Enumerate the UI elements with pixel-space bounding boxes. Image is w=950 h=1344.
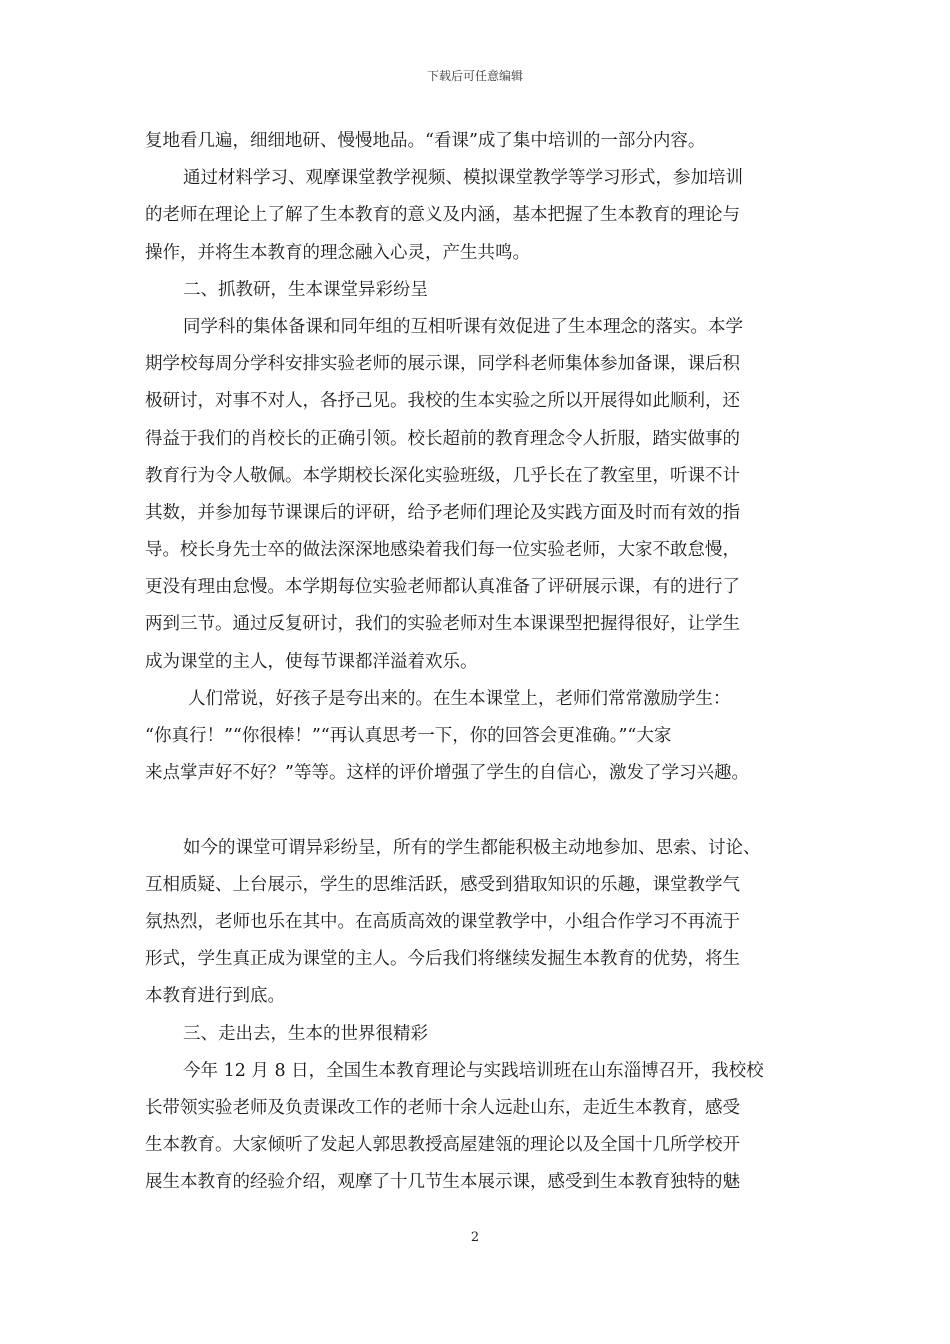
text-line: 展生本教育的经验介绍，观摩了十几节生本展示课，感受到生本教育独特的魅	[145, 1172, 740, 1193]
text-line: 形式，学生真正成为课堂的主人。今后我们将继续发掘生本教育的优势，将生	[145, 949, 740, 970]
section-heading: 三、走出去，生本的世界很精彩	[183, 1023, 428, 1044]
text-line: 生本教育。大家倾听了发起人郭思教授高屋建瓴的理论以及全国十几所学校开	[145, 1135, 740, 1156]
text-line: 期学校每周分学科安排实验老师的展示课，同学科老师集体参加备课，课后积	[145, 354, 740, 375]
paragraph-start: 如今的课堂可谓异彩纷呈，所有的学生都能积极主动地参加、思索、讨论、	[183, 837, 761, 858]
paragraph-start: 同学科的集体备课和同年组的互相听课有效促进了生本理念的落实。本学	[183, 316, 743, 337]
paragraph-start: 通过材料学习、观摩课堂教学视频、模拟课堂教学等学习形式，参加培训	[183, 168, 743, 189]
page-number: 2	[470, 1230, 480, 1245]
text-line: 互相质疑、上台展示，学生的思维活跃，感受到猎取知识的乐趣，课堂教学气	[145, 874, 740, 895]
text-line: 极研讨，对事不对人，各抒己见。我校的生本实验之所以开展得如此顺利，还	[145, 391, 740, 412]
text-line: 复地看几遍，细细地研、慢慢地品。“看课”成了集中培训的一部分内容。	[145, 131, 706, 151]
text-line: 的老师在理论上了解了生本教育的意义及内涵，基本把握了生本教育的理论与	[145, 205, 740, 226]
text-line: 其数，并参加每节课课后的评研，给予老师们理论及实践方面及时而有效的指	[145, 502, 740, 523]
text-line: 长带领实验老师及负责课改工作的老师十余人远赴山东，走近生本教育，感受	[145, 1097, 740, 1118]
text-line: 本教育进行到底。	[145, 986, 285, 1007]
text-line: 操作，并将生本教育的理念融入心灵，产生共鸣。	[145, 242, 530, 263]
text-line: 教育行为令人敬佩。本学期校长深化实验班级，几乎长在了教室里，听课不计	[145, 465, 740, 486]
text-line: “你真行！”“你很棒！”“再认真思考一下，你的回答会更准确。”“大家	[145, 726, 672, 746]
text-line: 得益于我们的肖校长的正确引领。校长超前的教育理念令人折服，踏实做事的	[145, 428, 740, 449]
section-heading: 二、抓教研，生本课堂异彩纷呈	[183, 279, 428, 300]
text-line: 导。校长身先士卒的做法深深地感染着我们每一位实验老师，大家不敢怠慢，	[145, 540, 740, 561]
blank-line	[145, 792, 810, 829]
document-body	[145, 123, 810, 1201]
page-header: 下载后可任意编辑	[426, 69, 523, 83]
paragraph-start: 今年 12 月 8 日，全国生本教育理论与实践培训班在山东淄博召开，我校校	[183, 1060, 764, 1081]
paragraph-start: 人们常说，好孩子是夸出来的。在生本课堂上，老师们常常激励学生：	[188, 688, 731, 709]
text-line: 氛热烈，老师也乐在其中。在高质高效的课堂教学中，小组合作学习不再流于	[145, 911, 740, 932]
text-line: 来点掌声好不好？”等等。这样的评价增强了学生的自信心，激发了学习兴趣。	[145, 763, 749, 784]
text-line: 更没有理由怠慢。本学期每位实验老师都认真准备了评研展示课，有的进行了	[145, 577, 740, 598]
text-line: 成为课堂的主人，使每节课都洋溢着欢乐。	[145, 651, 478, 672]
text-line: 两到三节。通过反复研讨，我们的实验老师对生本课课型把握得很好，让学生	[145, 614, 740, 635]
